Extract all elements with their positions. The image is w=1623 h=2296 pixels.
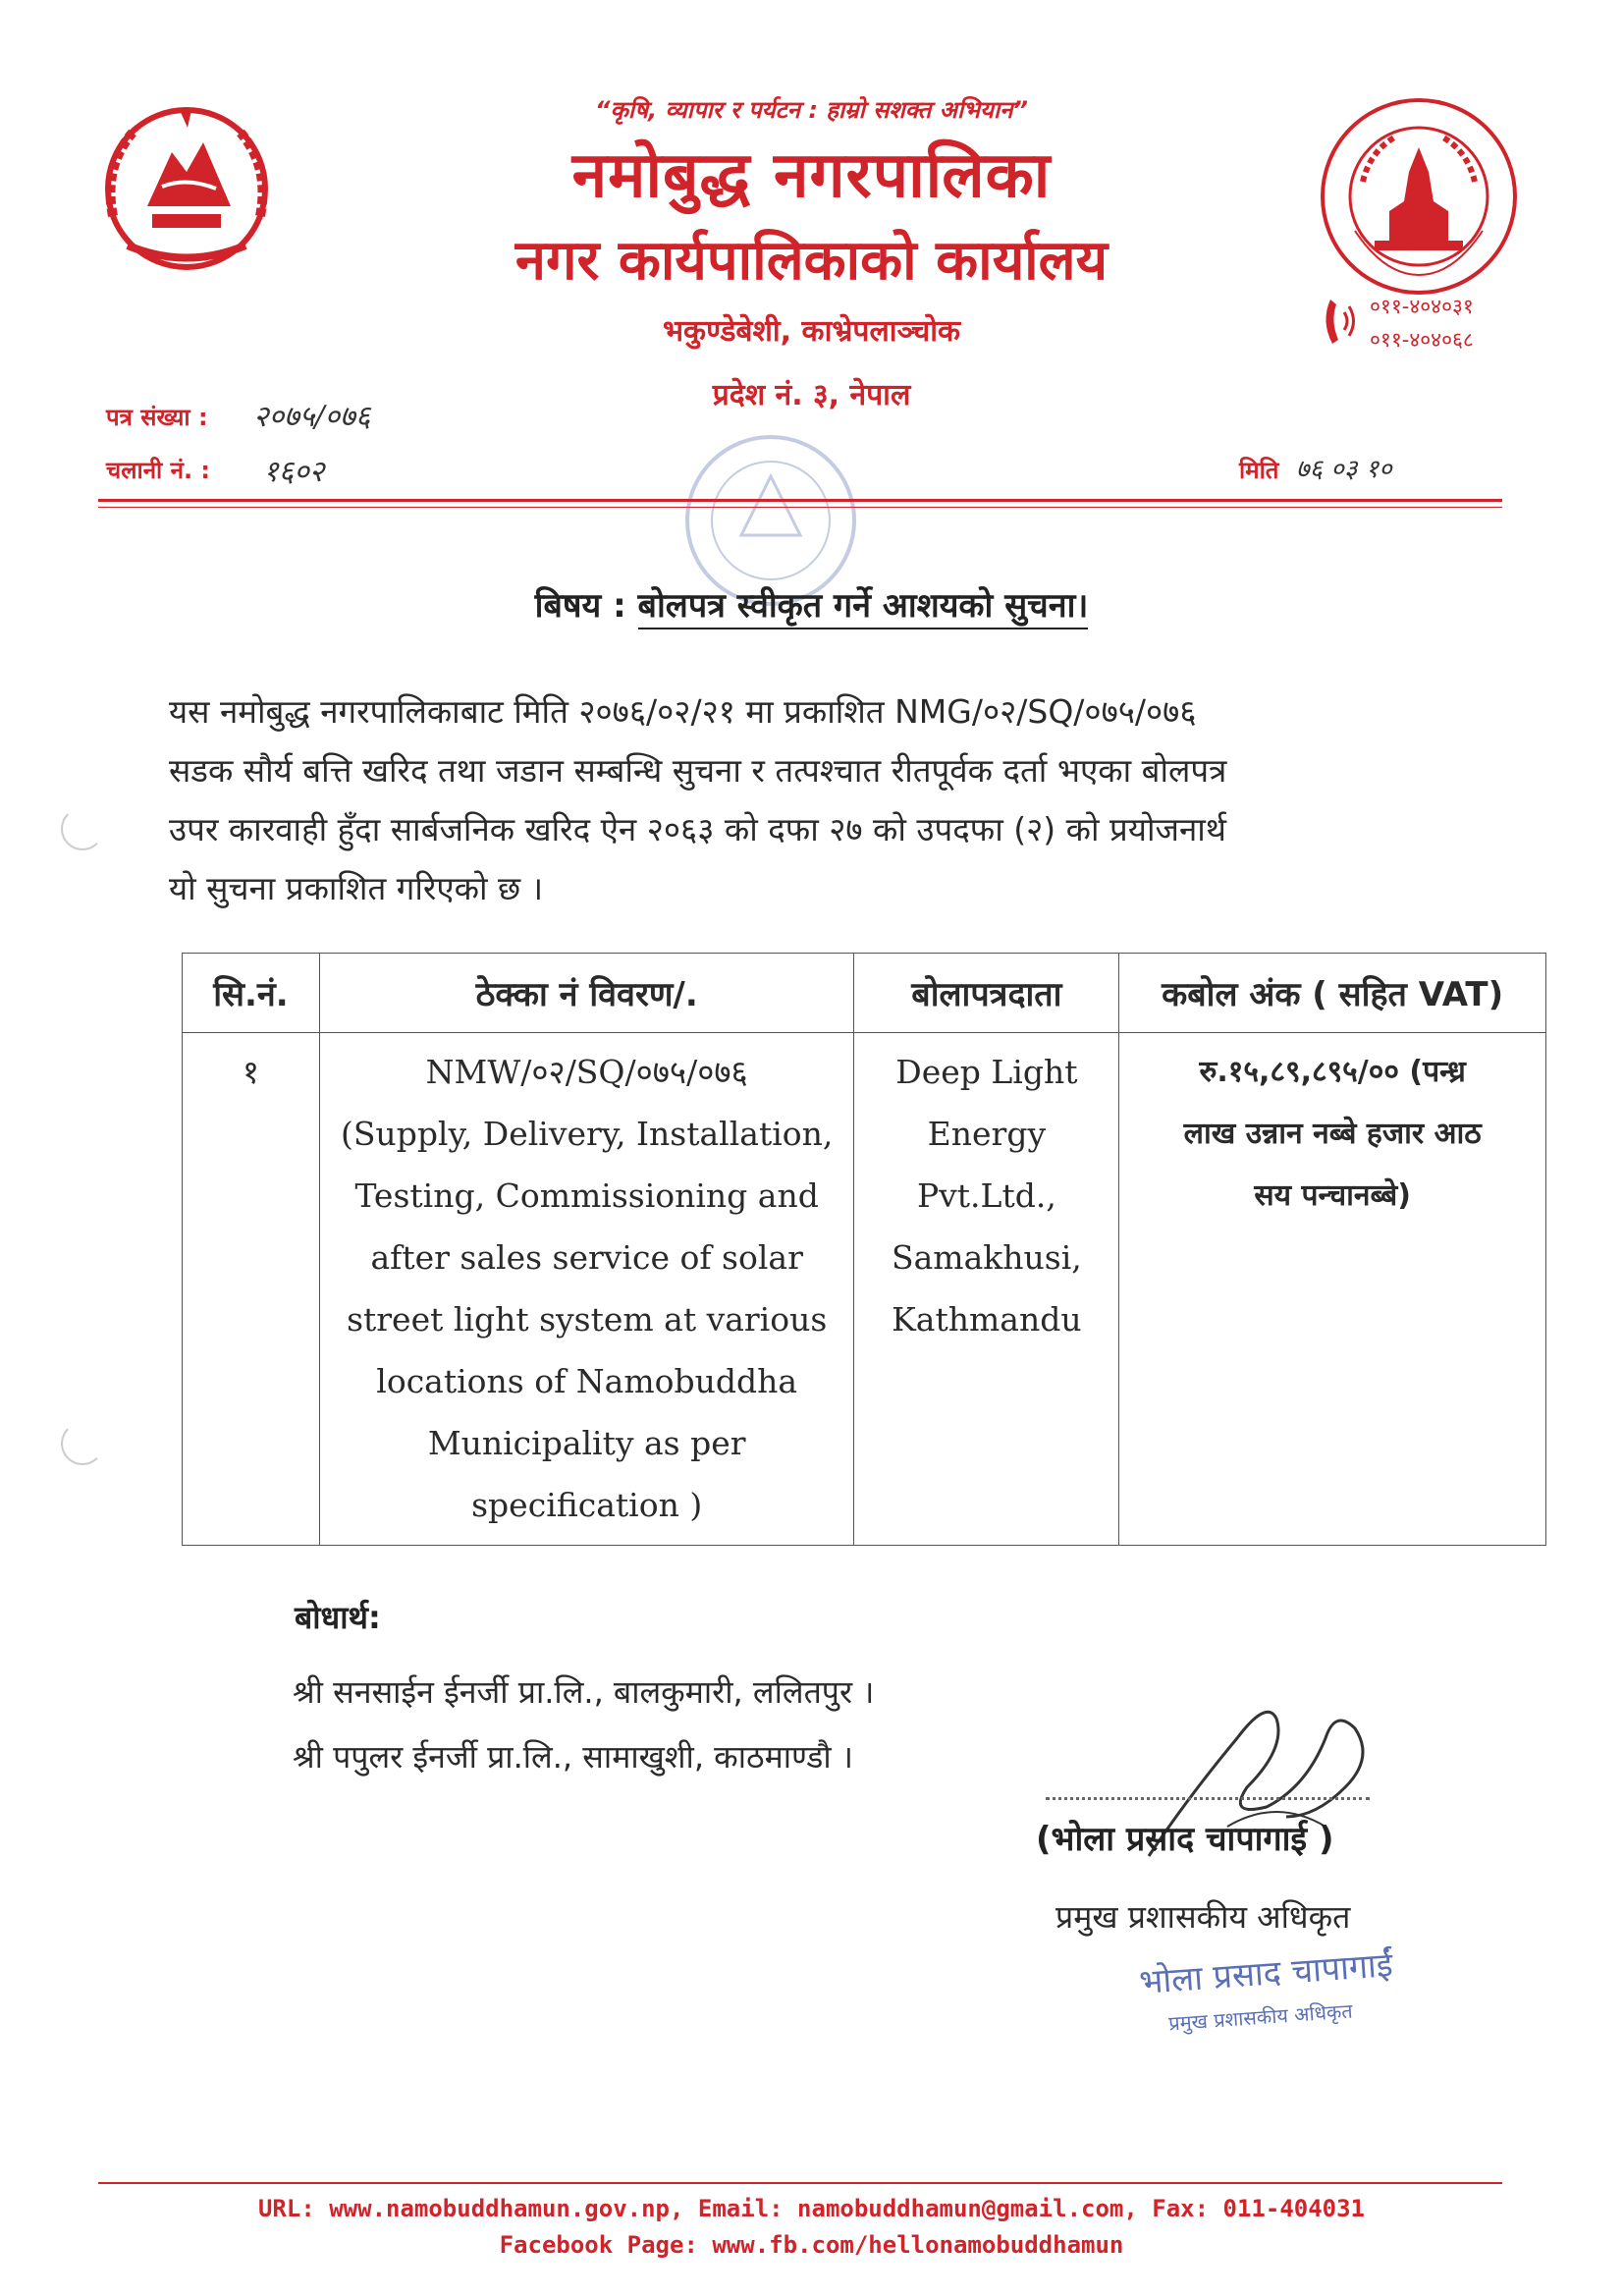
chalani-label: चलानी नं. : <box>106 457 211 484</box>
office-address: भकुण्डेबेशी, काभ्रेपलाञ्चोक <box>662 314 961 349</box>
signature-dotted-line <box>1046 1797 1370 1800</box>
cell-amount <box>1119 1033 1546 1546</box>
description-line: locations of Namobuddha <box>376 1362 798 1400</box>
body-line: यस नमोबुद्ध नगरपालिकाबाट मिति २०७६/०२/२१ मा प्रकाशित NMG/०२/SQ/०७५/०७६ <box>169 692 1197 731</box>
chalani-value: १६०२ <box>263 455 325 489</box>
description-line: (Supply, Delivery, Installation, <box>340 1115 834 1153</box>
subject-line <box>0 581 1623 627</box>
description-line: Testing, Commissioning and <box>354 1176 819 1215</box>
punch-hole <box>61 1422 104 1465</box>
amount-line: रु.१५,८९,८९५/०० (पन्ध्र <box>1199 1055 1466 1089</box>
footer-contact: URL: www.namobuddhamun.gov.np, Email: namobuddhamun@gmail.com, Fax: 011-404031 <box>257 2195 1366 2222</box>
amount-line: सय पन्चानब्बे) <box>1254 1178 1411 1213</box>
signatory-name: (भोला प्रसाद चापागाई ) <box>1036 1820 1334 1859</box>
patra-value: २०७५/०७६ <box>253 400 371 434</box>
footer-rule <box>98 2182 1502 2184</box>
cell-description <box>319 1033 854 1546</box>
header-sn: सि.नं. <box>183 954 320 1033</box>
amount-line: लाख उन्नान नब्बे हजार आठ <box>1183 1117 1482 1151</box>
header-amount: कबोल अंक ( सहित VAT) <box>1119 954 1546 1033</box>
body-line: उपर कारवाही हुँदा सार्बजनिक खरिद ऐन २०६३ को दफा २७ को उपदफा (२) को प्रयोजनार्थ <box>169 810 1226 848</box>
description-line: specification ) <box>471 1486 703 1524</box>
body-line: सडक सौर्य बत्ति खरिद तथा जडान सम्बन्धि सुचना र तत्पश्चात रीतपूर्वक दर्ता भएका बोलपत्र <box>169 751 1227 790</box>
header-description: ठेक्का नं विवरण/. <box>319 954 854 1033</box>
copy-recipient: श्री सनसाईन ईनर्जी प्रा.लि., बालकुमारी, ललितपुर । <box>293 1673 875 1711</box>
table-row <box>183 1033 1546 1546</box>
table-header-row <box>183 954 1546 1033</box>
description-line: after sales service of solar <box>370 1238 803 1277</box>
bidder-line: Deep Light <box>895 1053 1078 1091</box>
description-line: Municipality as per <box>427 1424 746 1462</box>
province: प्रदेश नं. ३, नेपाल <box>712 378 911 412</box>
date-label: मिति <box>1239 457 1279 484</box>
bidder-line: Energy <box>927 1115 1047 1153</box>
stamp-name: भोला प्रसाद चापागाईं <box>1138 1945 1394 2002</box>
subject-text: बोलपत्र स्वीकृत गर्ने आशयको सुचना। <box>638 586 1089 629</box>
footer-facebook: Facebook Page: www.fb.com/hellonamobuddhamun <box>499 2231 1124 2259</box>
cell-sn: १ <box>183 1033 320 1546</box>
notice-body <box>169 683 1426 918</box>
signature-scribble-icon <box>1129 1679 1404 1895</box>
patra-label: पत्र संख्या : <box>106 404 208 431</box>
subject-prefix: बिषय : <box>534 586 626 626</box>
phone-icon <box>1321 295 1360 349</box>
description-line: NMW/०२/SQ/०७५/०७६ <box>425 1053 748 1091</box>
bidder-line: Pvt.Ltd., <box>916 1176 1056 1215</box>
office-name: नगर कार्यपालिकाको कार्यालय <box>514 229 1109 293</box>
description-line: street light system at various <box>347 1300 828 1339</box>
header-bidder: बोलापत्रदाता <box>854 954 1119 1033</box>
slogan: “कृषि, व्यापार र पर्यटन : हाम्रो सशक्त अभियान” <box>595 96 1028 124</box>
body-line: यो सुचना प्रकाशित गरिएको छ । <box>169 869 544 907</box>
header-rule <box>98 499 1502 502</box>
phone-1: ०११-४०४०३१ <box>1370 295 1474 318</box>
punch-hole <box>61 807 104 850</box>
stamp-title: प्रमुख प्रशासकीय अधिकृत <box>1167 1998 1354 2036</box>
bidder-line: Kathmandu <box>892 1300 1082 1339</box>
tender-table <box>182 953 1546 1546</box>
municipality-name: नमोबुद्ध नगरपालिका <box>571 139 1052 212</box>
header-rule-thin <box>98 507 1502 508</box>
date-value: ७६ ०३ १० <box>1296 455 1392 484</box>
copies-list <box>293 1660 874 1789</box>
phone-numbers <box>1370 290 1474 356</box>
bidder-line: Samakhusi, <box>892 1238 1082 1277</box>
copy-recipient: श्री पपुलर ईनर्जी प्रा.लि., सामाखुशी, काठमाण्डौ । <box>293 1738 853 1776</box>
cell-bidder <box>854 1033 1119 1546</box>
copies-label: बोधार्थ: <box>295 1599 381 1636</box>
phone-2: ०११-४०४०६८ <box>1370 328 1474 352</box>
signatory-title: प्रमुख प्रशासकीय अधिकृत <box>1055 1898 1351 1936</box>
